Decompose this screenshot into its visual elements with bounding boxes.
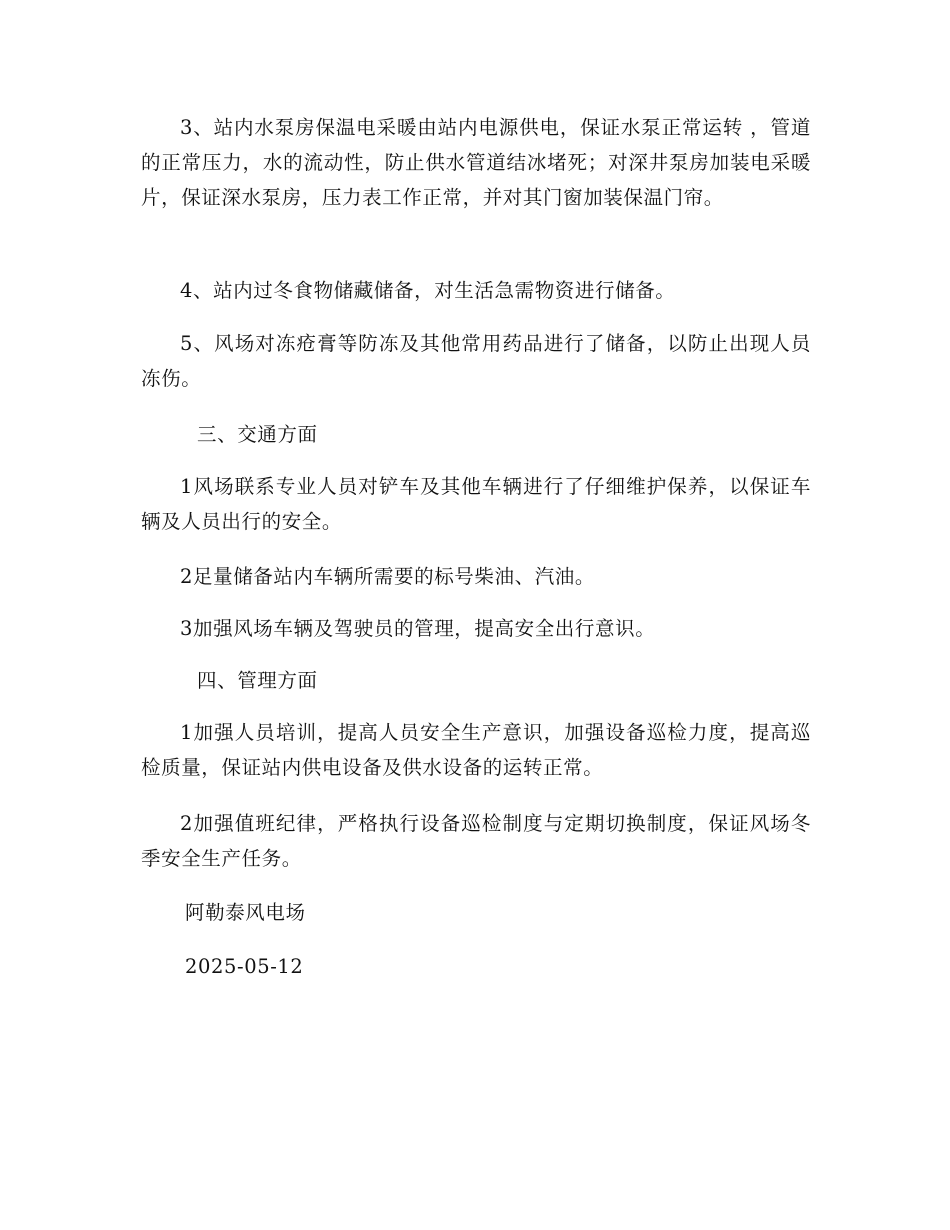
paragraph-fuel-storage: 2足量储备站内车辆所需要的标号柴油、汽油。 — [180, 565, 596, 588]
paragraph-medicine-storage: 5、风场对冻疮膏等防冻及其他常用药品进行了储备，以防止出现人员冻伤。 — [141, 332, 811, 390]
paragraph-water-pump-heating: 3、站内水泵房保温电采暖由站内电源供电，保证水泵正常运转 ，管道的正常压力，水的流动性，防止供水管道结冰堵死；对深井泵房加装电采暖片，保证深水泵房，压力表工作正常，并对其门窗加装保温门帘。 — [141, 116, 811, 209]
paragraph-driver-management: 3加强风场车辆及驾驶员的管理，提高安全出行意识。 — [180, 617, 656, 640]
section-heading-traffic: 三、交通方面 — [197, 423, 318, 446]
paragraph-duty-discipline: 2加强值班纪律，严格执行设备巡检制度与定期切换制度，保证风场冬季安全生产任务。 — [141, 812, 811, 870]
paragraph-food-storage: 4、站内过冬食物储藏储备，对生活急需物资进行储备。 — [180, 279, 676, 302]
signature-date: 2025-05-12 — [185, 955, 304, 978]
signature-organization: 阿勒泰风电场 — [185, 901, 306, 924]
section-heading-management: 四、管理方面 — [197, 669, 318, 692]
paragraph-staff-training: 1加强人员培训，提高人员安全生产意识，加强设备巡检力度，提高巡检质量，保证站内供电设备及供水设备的运转正常。 — [141, 721, 811, 779]
paragraph-vehicle-maintenance: 1风场联系专业人员对铲车及其他车辆进行了仔细维护保养，以保证车辆及人员出行的安全。 — [141, 475, 811, 533]
